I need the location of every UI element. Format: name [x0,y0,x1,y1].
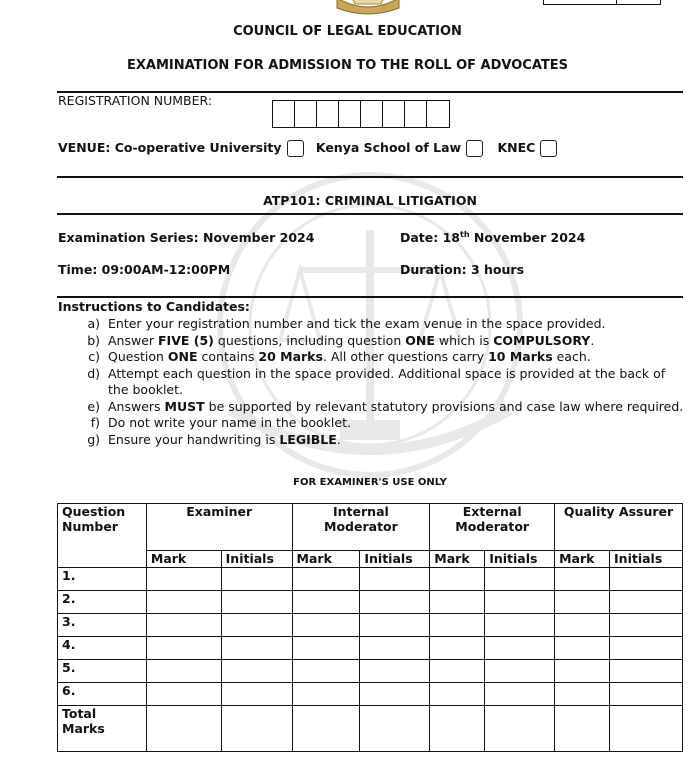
mark-cell[interactable] [430,591,485,614]
initials-cell[interactable] [360,706,430,752]
initials-cell[interactable] [221,660,292,683]
venue-ksl-checkbox[interactable] [466,140,483,157]
mark-cell[interactable] [292,683,360,706]
initials-cell[interactable] [360,637,430,660]
initials-cell[interactable] [610,660,683,683]
initials-cell[interactable] [610,591,683,614]
instruction-item: d) Attempt each question in the space provided. Additional space is provided at the back of the booklet. [87,365,666,397]
initials-cell[interactable] [485,591,555,614]
initials-cell[interactable] [610,637,683,660]
examiner-header: Examiner [146,504,292,551]
instruction-item: a) Enter your registration number and tick the exam venue in the space provided. [87,316,606,331]
initials-cell[interactable] [360,568,430,591]
initials-cell[interactable] [221,683,292,706]
initials-cell[interactable] [610,568,683,591]
mark-cell[interactable] [146,683,221,706]
divider [57,213,683,215]
mark-cell[interactable] [430,683,485,706]
mark-cell[interactable] [146,568,221,591]
initials-cell[interactable] [610,683,683,706]
mark-cell[interactable] [146,706,221,752]
reg-digit-box[interactable] [339,101,361,127]
mark-cell[interactable] [146,614,221,637]
table-row [58,683,683,706]
instruction-item: g) Ensure your handwriting is LEGIBLE. [87,431,341,447]
mark-header: Mark [555,551,610,568]
mark-cell[interactable] [146,660,221,683]
mark-cell[interactable] [555,591,610,614]
mark-cell[interactable] [146,591,221,614]
mark-cell[interactable] [430,637,485,660]
initials-cell[interactable] [221,637,292,660]
registration-number-boxes[interactable] [272,100,450,128]
initials-cell[interactable] [485,568,555,591]
mark-cell[interactable] [555,683,610,706]
initials-cell[interactable] [221,591,292,614]
exam-time: Time: 09:00AM-12:00PM [58,262,231,277]
course-title: ATP101: CRIMINAL LITIGATION [263,193,477,208]
external-moderator-header: External Moderator [430,504,555,551]
venue-option-knec: KNEC [497,140,536,155]
table-row [58,706,683,752]
exam-title: EXAMINATION FOR ADMISSION TO THE ROLL OF ADVOCATES [126,58,568,73]
question-number-cell: 2. [58,591,147,614]
initials-cell[interactable] [360,614,430,637]
mark-cell[interactable] [430,614,485,637]
crest-logo [333,0,403,16]
initials-header: Initials [485,551,555,568]
question-number-cell: 1. [58,568,147,591]
initials-cell[interactable] [485,683,555,706]
initials-cell[interactable] [610,706,683,752]
instructions-title: Instructions to Candidates: [58,299,250,314]
quality-assurer-header: Quality Assurer [555,504,683,551]
mark-cell[interactable] [430,568,485,591]
venue-label: VENUE: Co-operative University [58,140,282,155]
initials-cell[interactable] [221,706,292,752]
initials-header: Initials [221,551,292,568]
initials-cell[interactable] [485,637,555,660]
corner-box [543,0,661,5]
venue-row [58,140,557,157]
initials-cell[interactable] [221,614,292,637]
mark-header: Mark [146,551,221,568]
mark-cell[interactable] [292,637,360,660]
reg-digit-box[interactable] [405,101,427,127]
initials-cell[interactable] [221,568,292,591]
initials-cell[interactable] [360,591,430,614]
initials-cell[interactable] [485,614,555,637]
instruction-item: f) Do not write your name in the booklet. [90,415,351,430]
reg-digit-box[interactable] [295,101,317,127]
reg-digit-box[interactable] [383,101,405,127]
table-row [58,660,683,683]
initials-cell[interactable] [360,683,430,706]
question-number-cell: 4. [58,637,147,660]
instruction-item: e) Answers MUST be supported by relevant statutory provisions and case law where required. [87,398,684,414]
venue-option-ksl: Kenya School of Law [315,140,462,155]
venue-knec-checkbox[interactable] [540,140,557,157]
mark-header: Mark [292,551,360,568]
instructions [58,299,688,448]
mark-cell[interactable] [146,637,221,660]
question-number-cell: Total Marks [58,706,147,752]
exam-date: Date: 18th November 2024 [400,230,586,246]
initials-cell[interactable] [360,660,430,683]
initials-cell[interactable] [485,660,555,683]
table-row [58,568,683,591]
mark-cell[interactable] [555,614,610,637]
venue-cooperative-checkbox[interactable] [287,140,304,157]
org-title: COUNCIL OF LEGAL EDUCATION [233,24,462,39]
initials-header: Initials [610,551,683,568]
reg-digit-box[interactable] [361,101,383,127]
mark-cell[interactable] [292,660,360,683]
table-row [58,637,683,660]
question-number-cell: 3. [58,614,147,637]
mark-cell[interactable] [430,660,485,683]
examiner-table [57,503,683,752]
exam-series: Examination Series: November 2024 [58,230,315,245]
table-row [58,614,683,637]
mark-cell[interactable] [292,591,360,614]
mark-cell[interactable] [292,706,360,752]
initials-cell[interactable] [485,706,555,752]
divider [57,296,683,298]
mark-cell[interactable] [430,706,485,752]
instruction-item: c) Question ONE contains 20 Marks. All other questions carry 10 Marks each. [88,349,591,364]
mark-cell[interactable] [555,706,610,752]
reg-digit-box[interactable] [273,101,295,127]
mark-cell[interactable] [555,568,610,591]
examiner-caption: FOR EXAMINER'S USE ONLY [293,477,447,488]
mark-header: Mark [430,551,485,568]
table-row [58,591,683,614]
mark-cell[interactable] [555,660,610,683]
mark-cell[interactable] [292,568,360,591]
reg-digit-box[interactable] [317,101,339,127]
internal-moderator-header: Internal Moderator [292,504,430,551]
exam-duration: Duration: 3 hours [400,262,525,277]
reg-digit-box[interactable] [427,101,449,127]
registration-label: REGISTRATION NUMBER: [58,93,213,108]
initials-header: Initials [360,551,430,568]
mark-cell[interactable] [555,637,610,660]
initials-cell[interactable] [610,614,683,637]
question-number-cell: 6. [58,683,147,706]
question-number-header: Question Number [58,504,147,568]
divider [57,176,683,178]
mark-cell[interactable] [292,614,360,637]
instruction-item: b) Answer FIVE (5) questions, including question ONE which is COMPULSORY. [87,332,595,348]
question-number-cell: 5. [58,660,147,683]
